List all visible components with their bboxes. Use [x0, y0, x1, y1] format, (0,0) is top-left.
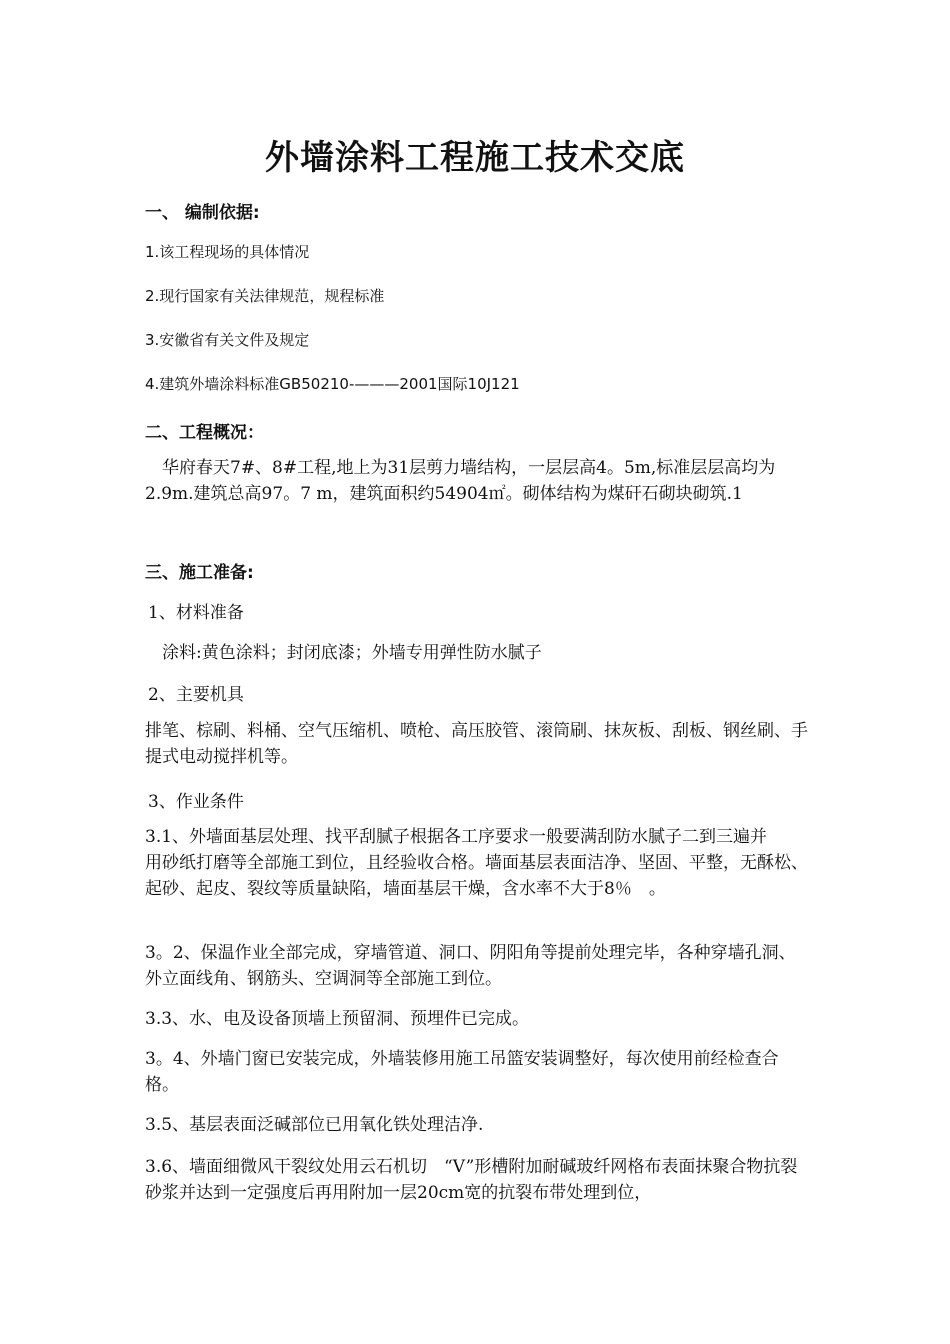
overview-paragraph: 华府春天7#、8#工程,地上为31层剪力墙结构，一层层高4。5m,标准层层高均为2.9m.建筑总高97。7 m，建筑面积约54904㎡。砌体结构为煤矸石砌块砌筑.1 — [145, 458, 776, 504]
basis-item-4: 4.建筑外墙涂料标准GB50210-———2001国际10J121 — [145, 375, 520, 393]
condition-3-3: 3.3、水、电及设备顶墙上预留洞、预埋件已完成。 — [145, 1009, 530, 1029]
condition-3-4: 3。4、外墙门窗已安装完成，外墙装修用施工吊篮安装调整好，每次使用前经检查合格。 — [145, 1049, 779, 1095]
subsection-materials-text: 涂料:黄色涂料；封闭底漆；外墙专用弹性防水腻子 — [162, 643, 542, 663]
condition-3-6: 3.6、墙面细微风干裂纹处用云石机切 “V”形槽附加耐碱玻纤网格布表面抹聚合物抗裂砂浆并达到一定强度后再用附加一层20cm宽的抗裂布带处理到位， — [145, 1157, 798, 1203]
section-heading-preparation: 三、施工准备: — [145, 563, 254, 583]
basis-item-2: 2.现行国家有关法律规范，规程标准 — [145, 287, 385, 305]
condition-3-5: 3.5、基层表面泛碱部位已用氧化铁处理洁净. — [145, 1115, 484, 1135]
basis-item-3: 3.安徽省有关文件及规定 — [145, 331, 310, 349]
subsection-materials-title: 1、材料准备 — [148, 603, 244, 623]
condition-3-1: 3.1、外墙面基层处理、找平刮腻子根据各工序要求一般要满刮防水腻子二到三遍并 用砂纸打磨等全部施工到位，且经验收合格。墙面基层表面洁净、坚固、平整，无酥松、起砂、起皮、裂纹等质量缺陷，墙面基层干燥，含水率不大于8％ 。 — [145, 827, 808, 899]
subsection-conditions-title: 3、作业条件 — [148, 792, 244, 812]
basis-item-1: 1.该工程现场的具体情况 — [145, 243, 310, 261]
section-heading-basis: 一、 编制依据: — [145, 203, 260, 223]
subsection-tools-text: 排笔、棕刷、料桶、空气压缩机、喷枪、高压胶管、滚筒刷、抹灰板、刮板、钢丝刷、手提式电动搅拌机等。 — [145, 721, 808, 767]
condition-3-2: 3。2、保温作业全部完成，穿墙管道、洞口、阴阳角等提前处理完毕，各种穿墙孔洞、外立面线角、钢筋头、空调洞等全部施工到位。 — [145, 943, 796, 989]
section-heading-overview: 二、工程概况： — [145, 423, 264, 443]
document-title: 外墙涂料工程施工技术交底 — [265, 138, 685, 178]
subsection-tools-title: 2、主要机具 — [148, 685, 244, 705]
